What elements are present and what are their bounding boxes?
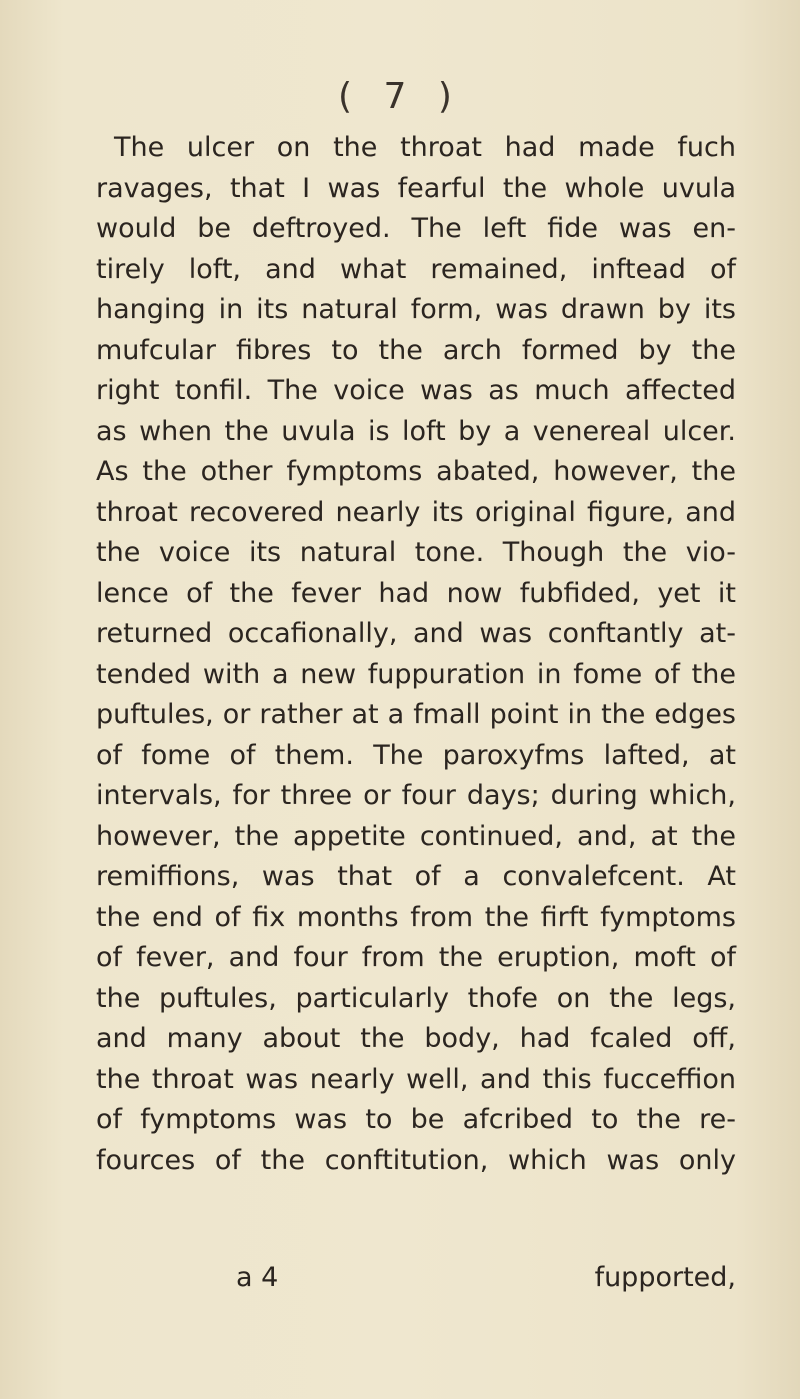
text-line: returned occafionally, and was conftantly at- bbox=[96, 618, 736, 649]
text-line: puftules, or rather at a fmall point in the edges bbox=[96, 699, 736, 730]
text-line: tirely loft, and what remained, inftead of bbox=[96, 253, 736, 285]
text-line: would be deftroyed. The left fide was en- bbox=[96, 213, 736, 244]
text-line: and many about the body, had fcaled off, bbox=[96, 1023, 736, 1054]
text-line: the voice its natural tone. Though the vio- bbox=[96, 537, 736, 568]
catchword: fupported, bbox=[594, 1262, 736, 1293]
text-line: the throat was nearly well, and this fucceffion bbox=[96, 1063, 736, 1095]
text-line: remiffions, was that of a convalefcent. At bbox=[96, 861, 736, 892]
text-line: tended with a new fuppuration in fome of the bbox=[96, 658, 736, 690]
text-line: The ulcer on the throat had made fuch bbox=[114, 132, 736, 163]
signature-mark: a 4 bbox=[236, 1262, 279, 1293]
text-line: of fever, and four from the eruption, moft of bbox=[96, 942, 736, 973]
page-number: ( 7 ) bbox=[338, 76, 462, 117]
body-text bbox=[96, 128, 736, 1181]
text-line: of fymptoms was to be afcribed to the re- bbox=[96, 1104, 736, 1135]
text-line: however, the appetite continued, and, at the bbox=[96, 820, 736, 852]
text-line: mufcular fibres to the arch formed by the bbox=[96, 334, 736, 366]
text-line: the end of fix months from the firft fymptoms bbox=[96, 901, 736, 933]
text-line: ravages, that I was fearful the whole uvula bbox=[96, 172, 736, 204]
text-line: the puftules, particularly thofe on the legs, bbox=[96, 982, 736, 1014]
text-line: throat recovered nearly its original figure, and bbox=[96, 496, 736, 528]
text-line: fources of the conftitution, which was only bbox=[96, 1144, 736, 1176]
text-line: intervals, for three or four days; during which, bbox=[96, 780, 736, 811]
text-line: lence of the fever had now fubfided, yet it bbox=[96, 577, 736, 609]
text-line: As the other fymptoms abated, however, the bbox=[96, 456, 736, 487]
page-footer bbox=[96, 1262, 736, 1302]
text-line: right tonfil. The voice was as much affected bbox=[96, 375, 736, 406]
text-line: as when the uvula is loft by a venereal ulcer. bbox=[96, 415, 736, 447]
text-line: hanging in its natural form, was drawn by its bbox=[96, 294, 736, 325]
text-line: of fome of them. The paroxyfms lafted, at bbox=[96, 739, 736, 771]
